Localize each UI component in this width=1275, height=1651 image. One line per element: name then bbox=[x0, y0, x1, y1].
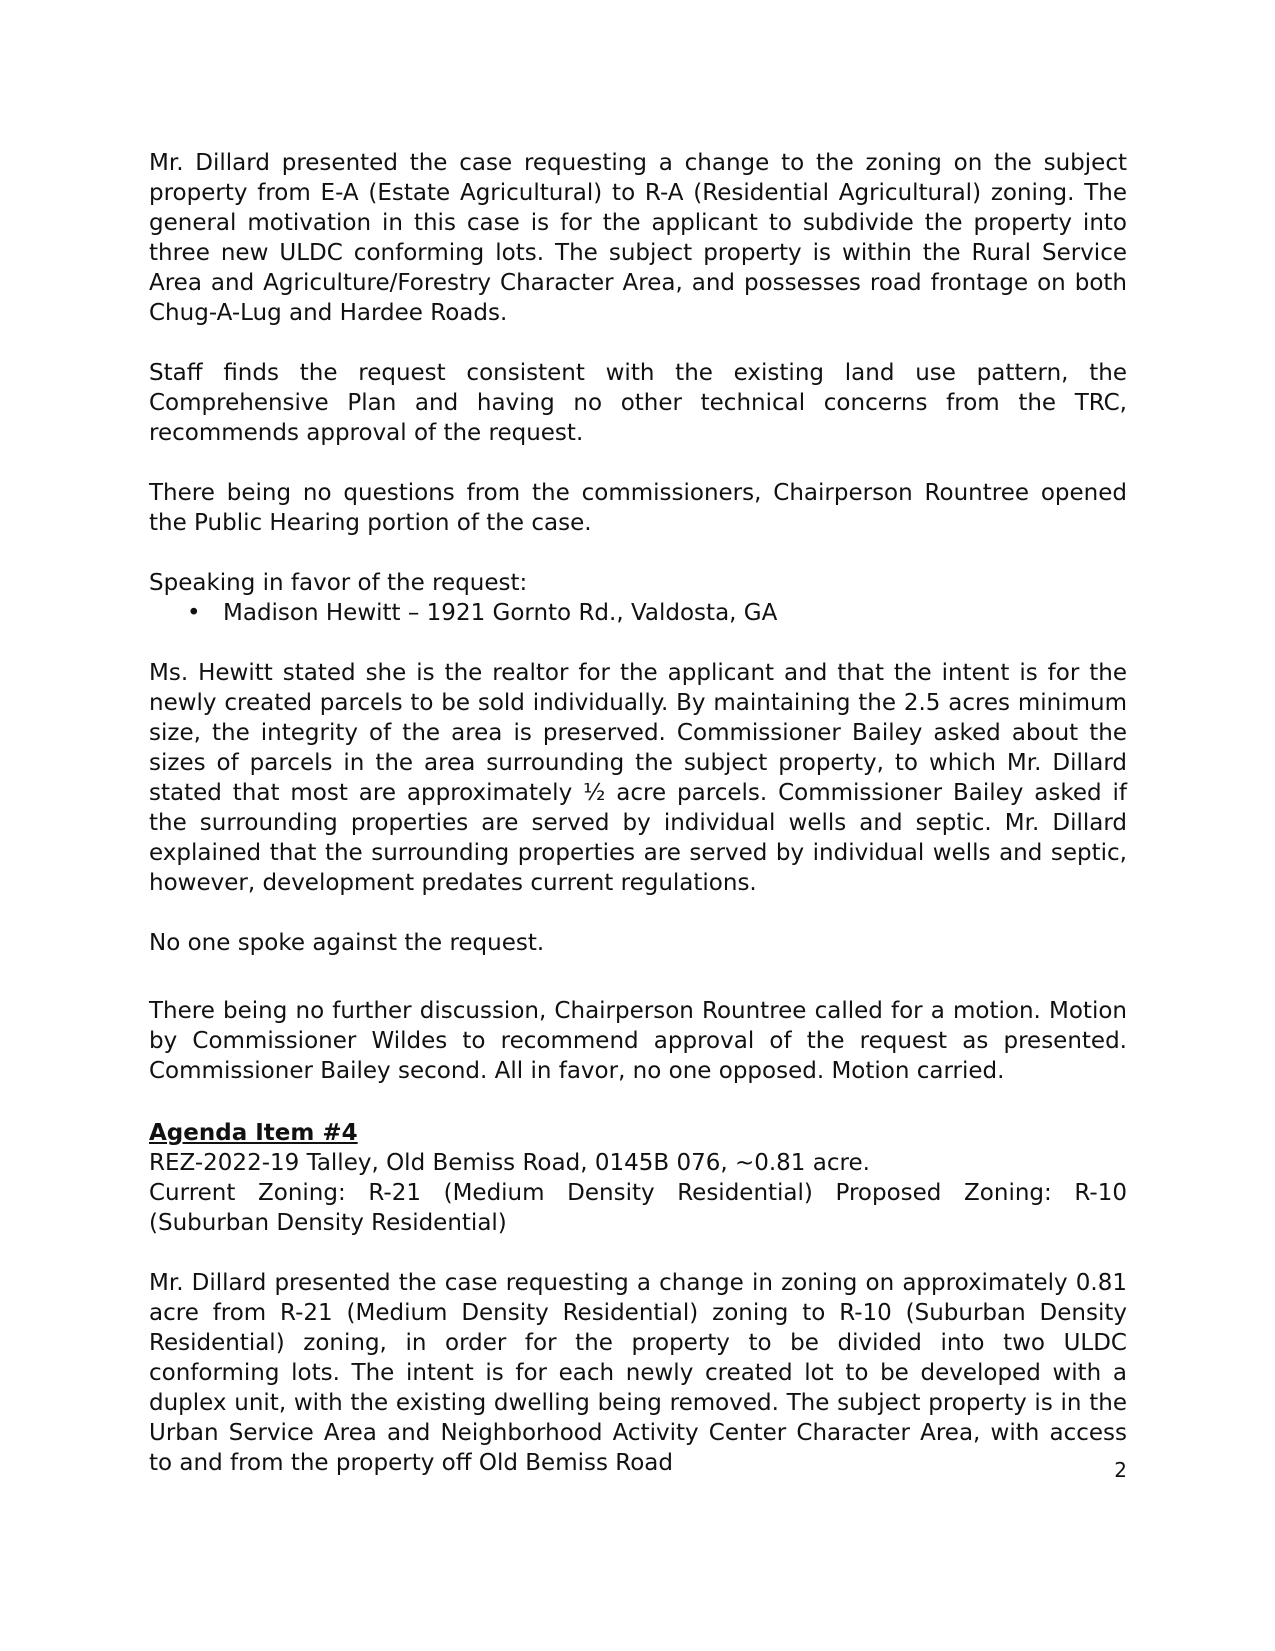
agenda-item-case-line: REZ-2022-19 Talley, Old Bemiss Road, 0145B 076, ~0.81 acre. bbox=[149, 1150, 870, 1176]
speakers-in-favor-list bbox=[149, 598, 1127, 628]
speaking-in-favor-label: Speaking in favor of the request: bbox=[149, 570, 528, 596]
paragraph-hewitt-statement: Ms. Hewitt stated she is the realtor for the applicant and that the intent is for the newly created parcels to be sold individually. By maintaining the 2.5 acres minimum size, the integrity of the area is preserved. Commissioner Bailey asked about the sizes of parcels in the area surrounding the subject property, to which Mr. Dillard stated that most are approximately ½ acre parcels. Commissioner Bailey asked if the surrounding properties are served by individual wells and septic. Mr. Dillard explained that the surrounding properties are served by individual wells and septic, however, development predates current regulations. bbox=[149, 660, 1127, 896]
agenda-item-zoning-line: Current Zoning: R-21 (Medium Density Residential) Proposed Zoning: R-10 (Suburban Density Residential) bbox=[149, 1180, 1127, 1236]
agenda-item-heading: Agenda Item #4 bbox=[149, 1120, 358, 1146]
list-item: • Madison Hewitt – 1921 Gornto Rd., Valdosta, GA bbox=[223, 598, 1127, 628]
page-number: 2 bbox=[1114, 1458, 1127, 1482]
paragraph-no-opposition: No one spoke against the request. bbox=[149, 930, 545, 956]
paragraph-staff-finding: Staff finds the request consistent with the existing land use pattern, the Comprehensive Plan and having no other technical concerns from the TRC, recommends approval of the request. bbox=[149, 360, 1127, 446]
paragraph-public-hearing: There being no questions from the commissioners, Chairperson Rountree opened the Public Hearing portion of the case. bbox=[149, 480, 1127, 536]
paragraph-case-presentation: Mr. Dillard presented the case requesting a change to the zoning on the subject property from E-A (Estate Agricultural) to R-A (Residential Agricultural) zoning. The general motivation in this case is for the applicant to subdivide the property into three new ULDC conforming lots. The subject property is within the Rural Service Area and Agriculture/Forestry Character Area, and possesses road frontage on both Chug-A-Lug and Hardee Roads. bbox=[149, 150, 1127, 326]
paragraph-motion: There being no further discussion, Chairperson Rountree called for a motion. Motion by Commissioner Wildes to recommend approval of the request as presented. Commissioner Bailey second. All in favor, no one opposed. Motion carried. bbox=[149, 998, 1127, 1084]
paragraph-item4-presentation: Mr. Dillard presented the case requesting a change in zoning on approximately 0.81 acre from R-21 (Medium Density Residential) zoning to R-10 (Suburban Density Residential) zoning, in order for the property to be divided into two ULDC conforming lots. The intent is for each newly created lot to be developed with a duplex unit, with the existing dwelling being removed. The subject property is in the Urban Service Area and Neighborhood Activity Center Character Area, with access to and from the property off Old Bemiss Road bbox=[149, 1270, 1127, 1476]
document-page bbox=[149, 148, 1127, 1478]
